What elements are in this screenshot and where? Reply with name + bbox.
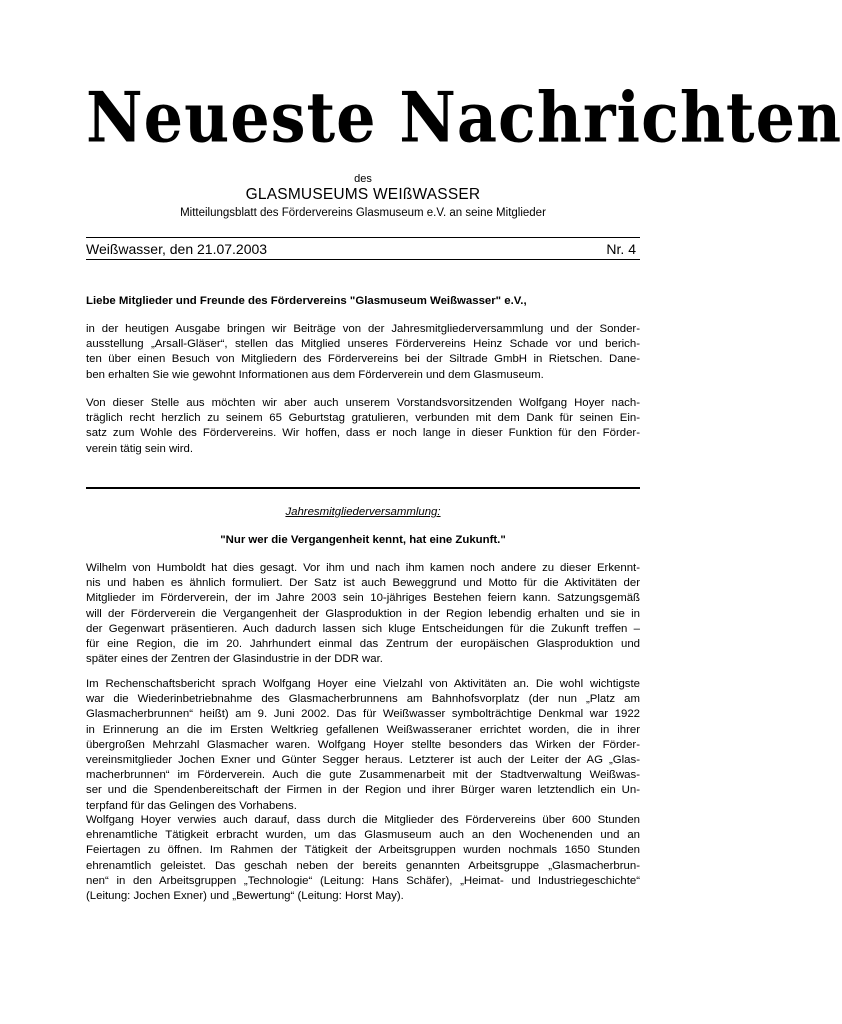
header-subtitle: Mitteilungsblatt des Fördervereins Glasmuseum e.V. an seine Mitglieder (180, 207, 546, 219)
article-quote: "Nur wer die Vergangenheit kennt, hat eine Zukunft." (220, 534, 506, 546)
text-line: Mitglieder im Förderverein, der im Jahre 2003 sein 10-jähriges Bestehen feiern kann. Satzungsgemäß (86, 592, 640, 605)
text-line: in Erinnerung an die im Ersten Weltkrieg gefallenen Weißwasseraner errichtet worden, die in ihrer (86, 723, 640, 736)
text-line: ehrenamtlich geleistet. Das geschah neben der bereits genannten Arbeitsgruppe „Glasmacherbrun- (86, 859, 640, 872)
text-line: Glasmacherbrunnen“ heißt) am 9. Juni 2002. Das für Weißwasser symbolträchtige Denkmal war 1922 (86, 708, 640, 721)
place-date: Weißwasser, den 21.07.2003 (86, 241, 268, 257)
article-paragraph-3 (86, 813, 640, 904)
text-line: Von dieser Stelle aus möchten wir aber auch unserem Vorstandsvorsitzenden Wolfgang Hoyer nach- (86, 397, 640, 409)
text-line: vereinsmitglieder Jochen Exner und Günter Segger heraus. Letzterer ist auch der Leiter der AG „Glas- (86, 754, 640, 767)
text-line: war die Wiederinbetriebnahme des Glasmacherbrunnens am Bahnhofsvorplatz (der nun „Platz am (86, 693, 640, 706)
text-line: übergroßen Mehrzahl Glasmacher waren. Wolfgang Hoyer stellte besonders das Wirken der Förder- (86, 738, 640, 751)
text-line: ben erhalten Sie wie gewohnt Informationen aus dem Förderverein und dem Glasmuseum. (86, 368, 544, 381)
article-paragraph-2 (86, 677, 640, 814)
text-line: satz zum Wohle des Fördervereins. Wir hoffen, dass er noch lange in dieser Funktion für den Förder- (86, 427, 640, 440)
text-line: terpfand für das Gelingen des Vorhabens. (86, 799, 297, 812)
divider-top (86, 237, 640, 238)
divider-dateline (86, 259, 640, 260)
text-line: in der heutigen Ausgabe bringen wir Beiträge von der Jahresmitgliederversammlung und der Sonder- (86, 323, 640, 335)
text-line: will der Förderverein die Vergangenheit der Glasproduktion in der Region lebendig erhalten und sie in (86, 607, 640, 620)
greeting: Liebe Mitglieder und Freunde des Fördervereins "Glasmuseum Weißwasser" e.V., (86, 295, 527, 307)
text-line: Feiertagen zu öffnen. Im Rahmen der Tätigkeit der Arbeitsgruppen wurden nochmals 1650 Stunden (86, 844, 640, 857)
article-paragraph-1 (86, 561, 640, 667)
text-line: später eines der Zentren der Glasindustrie in der DDR war. (86, 653, 383, 666)
text-line: Wolfgang Hoyer verwies auch darauf, dass durch die Mitglieder des Fördervereins über 600 Stunden (86, 814, 640, 826)
text-line: ser und die Spendenbereitschaft der Firmen in der Region und ihrer Bürger waren letztendlich ein Un- (86, 784, 640, 797)
text-line: ehrenamtliche Tätigkeit erbracht wurden, um das Glasmuseum auch an den Wochenenden und an (86, 829, 640, 842)
text-line: (Leitung: Jochen Exner) und „Bewertung“ (Leitung: Horst May). (86, 890, 404, 903)
text-line: träglich recht herzlich zu seinem 65 Geburtstag gratulieren, verbunden mit dem Dank für seinen Ein- (86, 412, 640, 425)
text-line: macherbrunnen“ im Förderverein. Auch die gute Zusammenarbeit mit der Stadtverwaltung Weißwas- (86, 769, 640, 782)
text-line: nen“ in den Arbeitsgruppen „Technologie“ (Leitung: Hans Schäfer), „Heimat- und Industriegeschichte“ (86, 874, 640, 887)
issue-number: Nr. 4 (606, 241, 636, 257)
text-line: Im Rechenschaftsbericht sprach Wolfgang Hoyer eine Vielzahl von Aktivitäten an. Die wohl wichtigste (86, 678, 640, 690)
text-line: ten über einen Besuch von Mitgliedern des Fördervereins bei der Siltrade GmbH in Rietschen. Dane- (86, 353, 640, 366)
text-line: für eine Region, die im 20. Jahrhundert einmal das Zentrum der europäischen Glasproduktion und (86, 638, 640, 651)
divider-section (86, 487, 640, 489)
intro-paragraph-1 (86, 322, 640, 383)
intro-paragraph-2 (86, 396, 640, 457)
section-heading: Jahresmitgliederversammlung: (285, 506, 441, 518)
header-des: des (354, 173, 372, 185)
text-line: der Gegenwart präsentieren. Auch dadurch lassen sich kluge Entscheidungen für die Zukunft treffen – (86, 622, 640, 635)
text-line: Wilhelm von Humboldt hat dies gesagt. Vor ihm und nach ihm kamen noch andere zu dieser Erkennt- (86, 562, 640, 574)
text-line: verein tätig sein wird. (86, 442, 193, 455)
text-line: nis und haben es ähnlich formuliert. Der Satz ist auch Beweggrund und Motto für die Aktivitäten der (86, 577, 640, 590)
masthead-title: Neueste Nachrichten (86, 76, 842, 159)
text-line: ausstellung „Arsall-Gläser“, stellen das Mitglied unseres Fördervereins Heinz Schade vor und berich- (86, 338, 640, 351)
museum-name: GLASMUSEUMS WEIßWASSER (245, 186, 481, 203)
